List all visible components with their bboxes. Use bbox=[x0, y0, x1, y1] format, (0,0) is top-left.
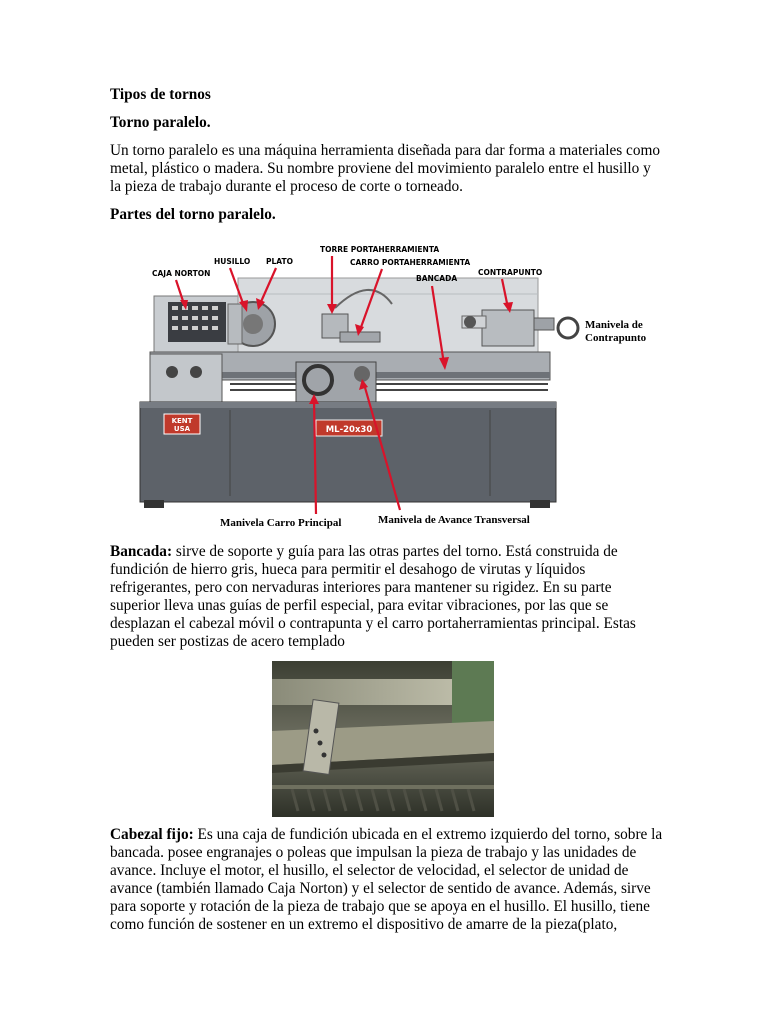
bancada-photo bbox=[272, 661, 494, 817]
cabezal-text: Es una caja de fundición ubicada en el extremo izquierdo del torno, sobre la bancada. posee engranajes o poleas que impulsan la pieza de trabajo y las unidades de avance. Incluye el motor, el husillo, el selector de velocidad, el selector de unidad de avance (también llamado Caja Norton) y el selector de sentido de avance. Además, sirve para soporte y rotación de la pieza de trabajo que se apoya en el husillo. El husillo, tiene como función de sostener en un extremo el dispositivo de amarre de la pieza(plato, bbox=[110, 826, 663, 933]
page-title: Tipos de tornos bbox=[110, 86, 211, 103]
bancada-text: sirve de soporte y guía para las otras partes del torno. Está construida de fundición de hierro gris, hueca para permitir el desahogo de virutas y líquidos refrigerantes, pero con nervaduras interiores para mantener su rigidez. En su parte superior lleva unas guías de perfil especial, para evitar vibraciones, por las que se desplazan el cabezal móvil o contrapunta y el carro portaherramientas principal. Estas pueden ser postizas de acero templado bbox=[110, 543, 636, 650]
section-heading: Torno paralelo. bbox=[110, 114, 211, 131]
lathe-diagram bbox=[110, 234, 655, 532]
label-carro: CARRO PORTAHERRAMIENTA bbox=[350, 258, 471, 267]
label-manivela-contrapunto-1: Manivela de bbox=[585, 319, 643, 331]
cabezal-label: Cabezal fijo: bbox=[110, 826, 194, 843]
label-husillo: HUSILLO bbox=[214, 257, 251, 266]
cabezal-paragraph bbox=[110, 826, 665, 934]
bancada-label: Bancada: bbox=[110, 543, 173, 560]
label-torre: TORRE PORTAHERRAMIENTA bbox=[320, 245, 440, 254]
lathe-illustration bbox=[110, 234, 655, 532]
label-plato: PLATO bbox=[266, 257, 293, 266]
brand-label-1: KENT bbox=[171, 417, 193, 425]
bancada-photo-illustration bbox=[272, 661, 494, 817]
label-caja-norton: CAJA NORTON bbox=[152, 269, 211, 278]
model-label: ML-20x30 bbox=[325, 425, 373, 435]
intro-paragraph: Un torno paralelo es una máquina herramienta diseñada para dar forma a materiales como metal, plástico o madera. Su nombre proviene del movimiento paralelo entre el husillo y la pieza de trabajo durante el proceso de corte o torneado. bbox=[110, 142, 661, 195]
bancada-paragraph bbox=[110, 543, 665, 651]
label-bancada: BANCADA bbox=[416, 274, 458, 283]
label-manivela-contrapunto-2: Contrapunto bbox=[585, 332, 647, 344]
label-contrapunto: CONTRAPUNTO bbox=[478, 268, 543, 277]
label-manivela-avance: Manivela de Avance Transversal bbox=[378, 514, 530, 526]
brand-label-2: USA bbox=[173, 425, 191, 433]
parts-heading: Partes del torno paralelo. bbox=[110, 206, 276, 223]
label-manivela-carro: Manivela Carro Principal bbox=[220, 517, 342, 529]
